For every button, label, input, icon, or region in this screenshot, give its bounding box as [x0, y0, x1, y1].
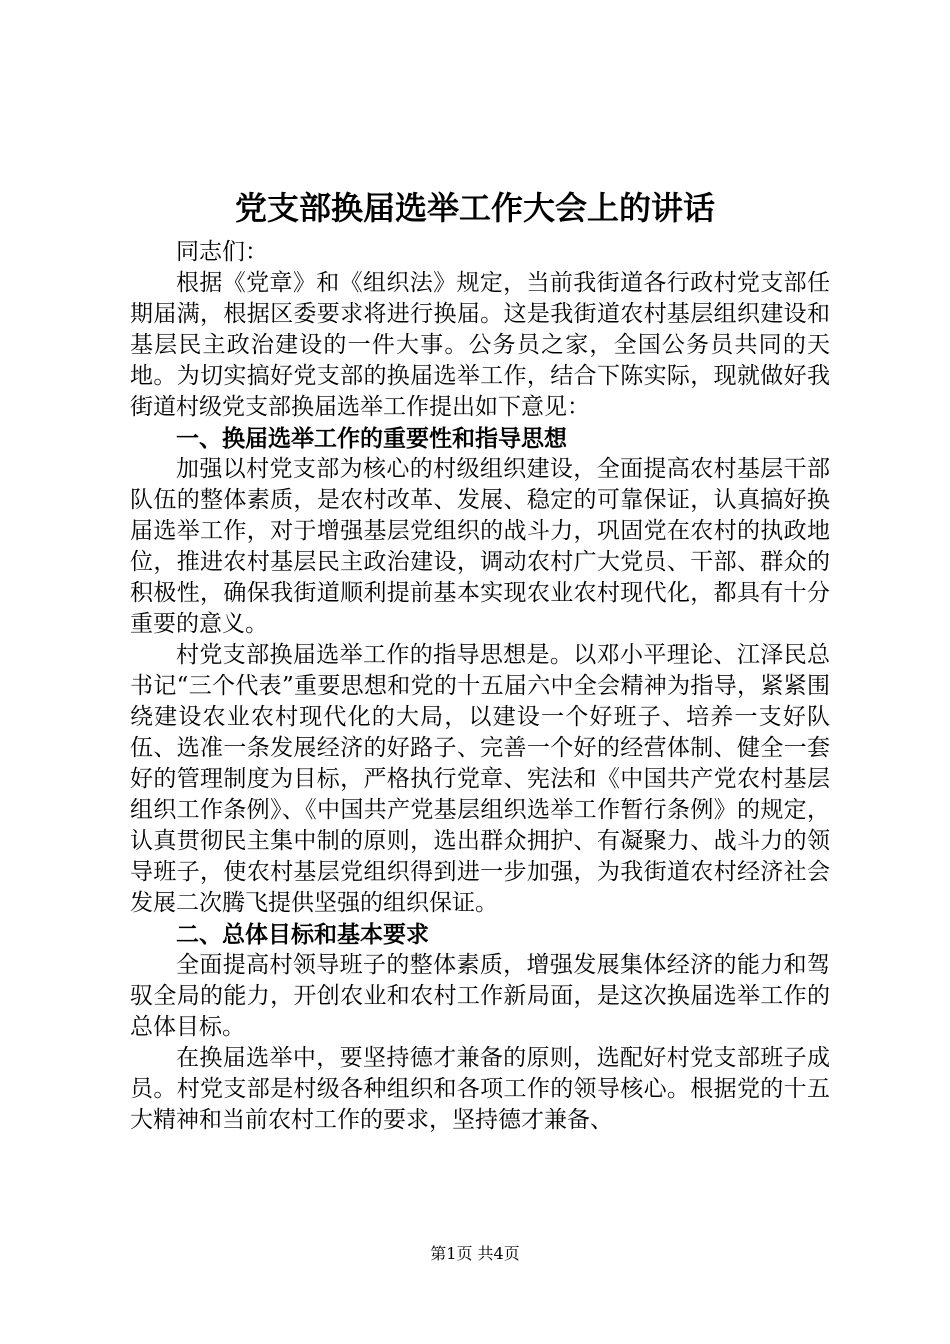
section-heading: 一、换届选举工作的重要性和指导思想 [176, 425, 567, 452]
salutation: 同志们： [176, 239, 268, 265]
body-paragraph: 根据《党章》和《组织法》规定，当前我街道各行政村党支部任期届满，根据区委要求将进行换届。这是我街道农村基层组织建设和基层民主政治建设的一件大事。公务员之家，全国公务员共同的天地。为切实搞好党支部的换届选举工作，结合下陈实际，现就做好我街道村级党支部换届选举工作提出如下意见： [130, 270, 830, 420]
body-paragraph: 全面提高村领导班子的整体素质，增强发展集体经济的能力和驾驭全局的能力，开创农业和农村工作新局面，是这次换届选举工作的总体目标。 [130, 952, 830, 1040]
document-title: 党支部换届选举工作大会上的讲话 [234, 189, 715, 227]
page-number-footer: 第1页 共4页 [430, 1244, 520, 1263]
section-heading: 二、总体目标和基本要求 [176, 921, 429, 948]
body-paragraph: 加强以村党支部为核心的村级组织建设，全面提高农村基层干部队伍的整体素质，是农村改革、发展、稳定的可靠保证，认真搞好换届选举工作，对于增强基层党组织的战斗力，巩固党在农村的执政地位，推进农村基层民主政治建设，调动农村广大党员、干部、群众的积极性，确保我街道顺利提前基本实现农业农村现代化，都具有十分重要的意义。 [130, 456, 830, 637]
body-paragraph: 村党支部换届选举工作的指导思想是。以邓小平理论、江泽民总书记“三个代表”重要思想和党的十五届六中全会精神为指导，紧紧围绕建设农业农村现代化的大局，以建设一个好班子、培养一支好队伍、选准一条发展经济的好路子、完善一个好的经营体制、健全一套好的管理制度为目标，严格执行党章、宪法和《中国共产党农村基层组织工作条例》、《中国共产党基层组织选举工作暂行条例》的规定，认真贯彻民主集中制的原则，选出群众拥护、有凝聚力、战斗力的领导班子，使农村基层党组织得到进一步加强，为我街道农村经济社会发展二次腾飞提供坚强的组织保证。 [130, 642, 830, 916]
document-body [130, 237, 830, 1136]
body-paragraph: 在换届选举中，要坚持德才兼备的原则，选配好村党支部班子成员。村党支部是村级各种组织和各项工作的领导核心。根据党的十五大精神和当前农村工作的要求，坚持德才兼备、 [130, 1045, 830, 1133]
